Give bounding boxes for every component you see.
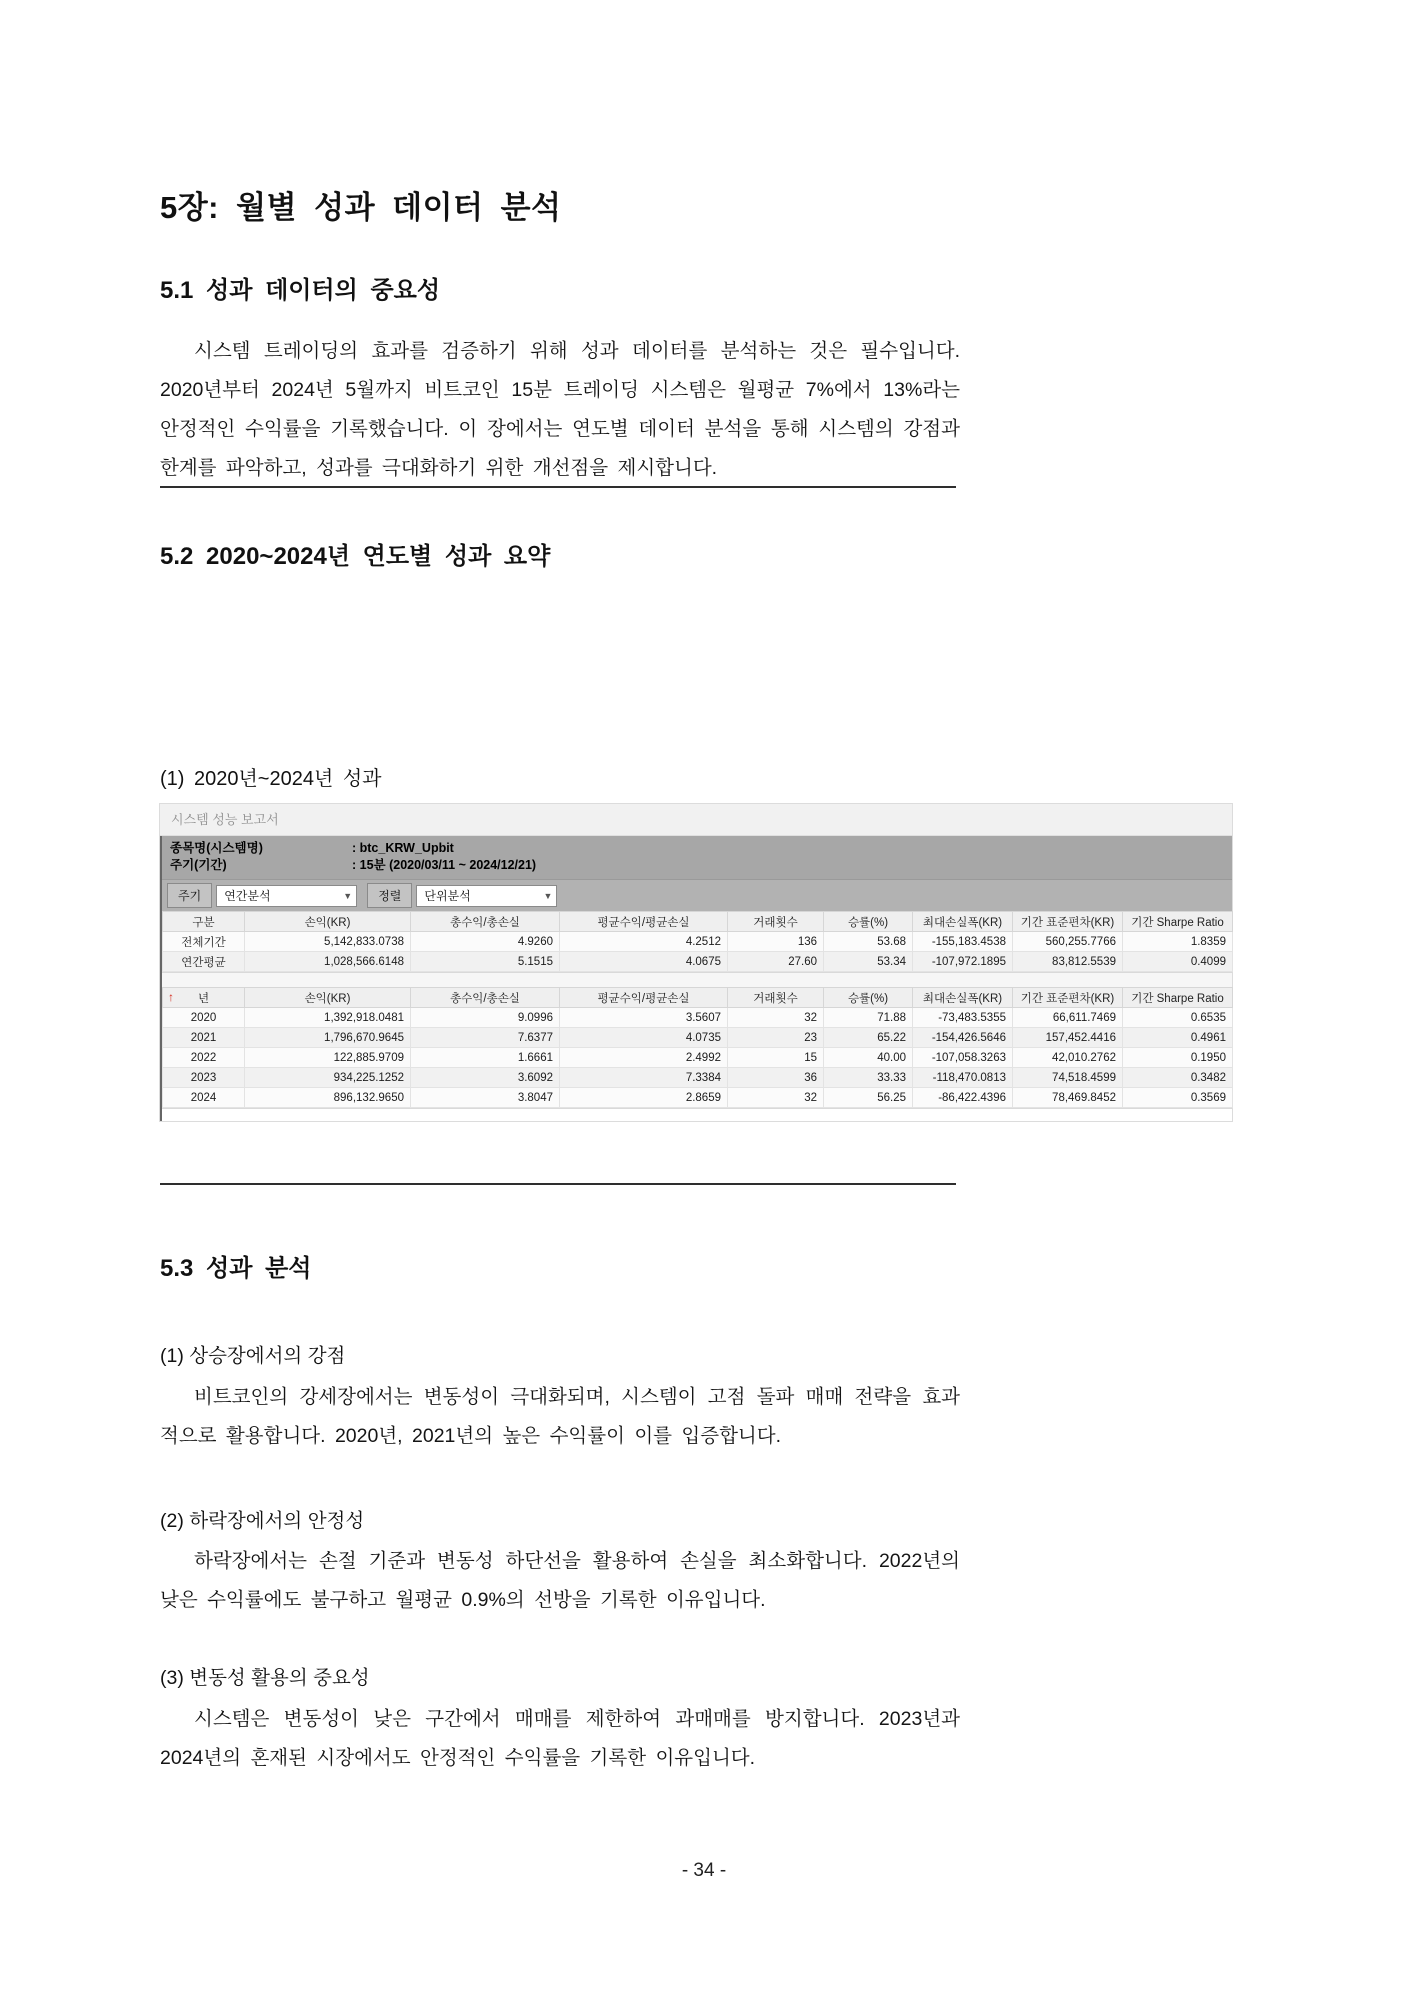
column-header[interactable]: ↑ 년 <box>163 988 245 1008</box>
table-row[interactable] <box>163 1068 1233 1088</box>
page-number: - 34 - <box>681 1860 727 1881</box>
table-cell: -107,058.3263 <box>913 1048 1013 1068</box>
table-cell: 전체기간 <box>163 932 245 952</box>
table-cell: 56.25 <box>824 1088 913 1108</box>
table-cell: 4.0735 <box>560 1028 728 1048</box>
column-header[interactable]: 평균수익/평균손실 <box>560 988 728 1008</box>
column-header[interactable]: 기간 Sharpe Ratio <box>1123 912 1233 932</box>
period-label: 주기(기간) <box>170 858 227 872</box>
table-row[interactable] <box>163 1008 1233 1028</box>
yearly-performance-table <box>162 987 1233 1108</box>
table-cell: 4.9260 <box>411 932 560 952</box>
table-cell: 1.6661 <box>411 1048 560 1068</box>
table-row[interactable] <box>163 1088 1233 1108</box>
analysis-item-3-body: 시스템은 변동성이 낮은 구간에서 매매를 제한하여 과매매를 방지합니다. 2023년과 2024년의 혼재된 시장에서도 안정적인 수익률을 기록한 이유입니다. <box>160 1708 960 1769</box>
table-cell: 53.68 <box>824 932 913 952</box>
column-header[interactable]: 거래횟수 <box>728 988 824 1008</box>
table-cell: -86,422.4396 <box>913 1088 1013 1108</box>
table-cell: -155,183.4538 <box>913 932 1013 952</box>
table-cell: 74,518.4599 <box>1013 1068 1123 1088</box>
table-cell: 934,225.1252 <box>245 1068 411 1088</box>
table-cell: 2023 <box>163 1068 245 1088</box>
chevron-down-icon: ▼ <box>543 890 553 901</box>
table-cell: 66,611.7469 <box>1013 1008 1123 1028</box>
table-cell: 0.4099 <box>1123 952 1233 972</box>
table-cell: 78,469.8452 <box>1013 1088 1123 1108</box>
column-header[interactable]: 총수익/총손실 <box>411 912 560 932</box>
column-header[interactable]: 총수익/총손실 <box>411 988 560 1008</box>
table-cell: 83,812.5539 <box>1013 952 1123 972</box>
report-window-title: 시스템 성능 보고서 <box>160 804 1232 836</box>
analysis-item-1-body: 비트코인의 강세장에서는 변동성이 극대화되며, 시스템이 고점 돌파 매매 전략을 효과적으로 활용합니다. 2020년, 2021년의 높은 수익률이 이를 입증합니다. <box>160 1386 960 1447</box>
table-cell: 1,392,918.0481 <box>245 1008 411 1028</box>
table-cell: 71.88 <box>824 1008 913 1028</box>
sort-type-selected: 단위분석 <box>424 888 471 903</box>
section-5-1-paragraph: 시스템 트레이딩의 효과를 검증하기 위해 성과 데이터를 분석하는 것은 필수입니다. 2020년부터 2024년 5월까지 비트코인 15분 트레이딩 시스템은 월평균 7%에서 13%라는 안정적인 수익률을 기록했습니다. 이 장에서는 연도별 데이터 분석을 통해 시스템의 강점과 한계를 파악하고, 성과를 극대화하기 위한 개선점을 제시합니다. <box>160 340 960 479</box>
table-cell: 65.22 <box>824 1028 913 1048</box>
table-cell: 0.3482 <box>1123 1068 1233 1088</box>
report-meta-panel <box>162 836 1232 879</box>
table-cell: 7.3384 <box>560 1068 728 1088</box>
table-cell: 3.6092 <box>411 1068 560 1088</box>
table-cell: 3.5607 <box>560 1008 728 1028</box>
table-cell: 5.1515 <box>411 952 560 972</box>
table-cell: 2020 <box>163 1008 245 1028</box>
table-cell: 0.6535 <box>1123 1008 1233 1028</box>
table-cell: 1,028,566.6148 <box>245 952 411 972</box>
table-cell: 7.6377 <box>411 1028 560 1048</box>
table-cell: 560,255.7766 <box>1013 932 1123 952</box>
section-5-2-heading: 5.2 2020~2024년 연도별 성과 요약 <box>160 543 551 570</box>
table-cell: 32 <box>728 1008 824 1028</box>
column-header[interactable]: 최대손실폭(KR) <box>913 912 1013 932</box>
table-row[interactable] <box>163 932 1233 952</box>
column-header[interactable]: 기간 Sharpe Ratio <box>1123 988 1233 1008</box>
column-header[interactable]: 승률(%) <box>824 988 913 1008</box>
section-5-1-heading: 5.1 성과 데이터의 중요성 <box>160 277 441 304</box>
section-5-3-heading: 5.3 성과 분석 <box>160 1255 312 1282</box>
table-row[interactable] <box>163 1048 1233 1068</box>
sort-type-dropdown[interactable] <box>416 885 557 907</box>
table-cell: -73,483.5355 <box>913 1008 1013 1028</box>
symbol-value: : btc_KRW_Upbit <box>352 841 454 855</box>
period-dropdown-label: 주기 <box>167 883 212 908</box>
table-cell: 42,010.2762 <box>1013 1048 1123 1068</box>
symbol-label: 종목명(시스템명) <box>170 841 263 855</box>
table-cell: 23 <box>728 1028 824 1048</box>
column-header[interactable]: 기간 표준편차(KR) <box>1013 988 1123 1008</box>
table-row[interactable] <box>163 952 1233 972</box>
table-cell: 9.0996 <box>411 1008 560 1028</box>
table-cell: 1,796,670.9645 <box>245 1028 411 1048</box>
sort-dropdown-label: 정렬 <box>367 883 412 908</box>
table-cell: 0.3569 <box>1123 1088 1233 1108</box>
table-cell: 2.8659 <box>560 1088 728 1108</box>
section-5-2-subheading: (1) 2020년~2024년 성과 <box>160 768 382 790</box>
table-cell: 4.2512 <box>560 932 728 952</box>
table-cell: -107,972.1895 <box>913 952 1013 972</box>
column-header[interactable]: 거래횟수 <box>728 912 824 932</box>
period-value: : 15분 (2020/03/11 ~ 2024/12/21) <box>352 858 537 872</box>
table-cell: -118,470.0813 <box>913 1068 1013 1088</box>
table-cell: 27.60 <box>728 952 824 972</box>
column-header[interactable]: 기간 표준편차(KR) <box>1013 912 1123 932</box>
chevron-down-icon: ▼ <box>343 890 353 901</box>
sort-ascending-icon: ↑ <box>168 990 174 1004</box>
table-cell: 33.33 <box>824 1068 913 1088</box>
chapter-title: 5장: 월별 성과 데이터 분석 <box>160 190 562 225</box>
table-cell: 32 <box>728 1088 824 1108</box>
table-cell: -154,426.5646 <box>913 1028 1013 1048</box>
table-cell: 연간평균 <box>163 952 245 972</box>
summary-table-header-row <box>163 912 1233 932</box>
table-separator <box>162 972 1232 987</box>
table-cell: 122,885.9709 <box>245 1048 411 1068</box>
horizontal-divider <box>160 1183 956 1185</box>
table-cell: 2024 <box>163 1088 245 1108</box>
table-row[interactable] <box>163 1028 1233 1048</box>
column-header[interactable]: 승률(%) <box>824 912 913 932</box>
report-toolbar <box>162 879 1232 911</box>
table-cell: 0.1950 <box>1123 1048 1233 1068</box>
yearly-table-header-row <box>163 988 1233 1008</box>
period-analysis-selected: 연간분석 <box>224 888 271 903</box>
column-header[interactable]: 구분 <box>163 912 245 932</box>
summary-performance-table <box>162 911 1233 972</box>
column-header[interactable]: 최대손실폭(KR) <box>913 988 1013 1008</box>
period-analysis-dropdown[interactable] <box>216 885 357 907</box>
analysis-item-2-body: 하락장에서는 손절 기준과 변동성 하단선을 활용하여 손실을 최소화합니다. 2022년의 낮은 수익률에도 불구하고 월평균 0.9%의 선방을 기록한 이유입니다. <box>160 1550 960 1611</box>
table-cell: 53.34 <box>824 952 913 972</box>
table-cell: 4.0675 <box>560 952 728 972</box>
table-cell: 1.8359 <box>1123 932 1233 952</box>
table-cell: 896,132.9650 <box>245 1088 411 1108</box>
table-cell: 15 <box>728 1048 824 1068</box>
column-header[interactable]: 평균수익/평균손실 <box>560 912 728 932</box>
table-cell: 157,452.4416 <box>1013 1028 1123 1048</box>
analysis-item-2-title: (2) 하락장에서의 안정성 <box>160 1510 365 1532</box>
analysis-item-3-title: (3) 변동성 활용의 중요성 <box>160 1667 370 1689</box>
table-cell: 40.00 <box>824 1048 913 1068</box>
horizontal-divider <box>160 486 956 488</box>
column-header[interactable]: 손익(KR) <box>245 988 411 1008</box>
performance-report-window <box>160 804 1232 1121</box>
table-cell: 2.4992 <box>560 1048 728 1068</box>
table-cell: 2021 <box>163 1028 245 1048</box>
table-cell: 136 <box>728 932 824 952</box>
column-header[interactable]: 손익(KR) <box>245 912 411 932</box>
table-cell: 0.4961 <box>1123 1028 1233 1048</box>
table-cell: 3.8047 <box>411 1088 560 1108</box>
table-cell: 36 <box>728 1068 824 1088</box>
report-bottom-strip <box>162 1108 1232 1121</box>
table-cell: 5,142,833.0738 <box>245 932 411 952</box>
analysis-item-1-title: (1) 상승장에서의 강점 <box>160 1345 346 1367</box>
table-cell: 2022 <box>163 1048 245 1068</box>
